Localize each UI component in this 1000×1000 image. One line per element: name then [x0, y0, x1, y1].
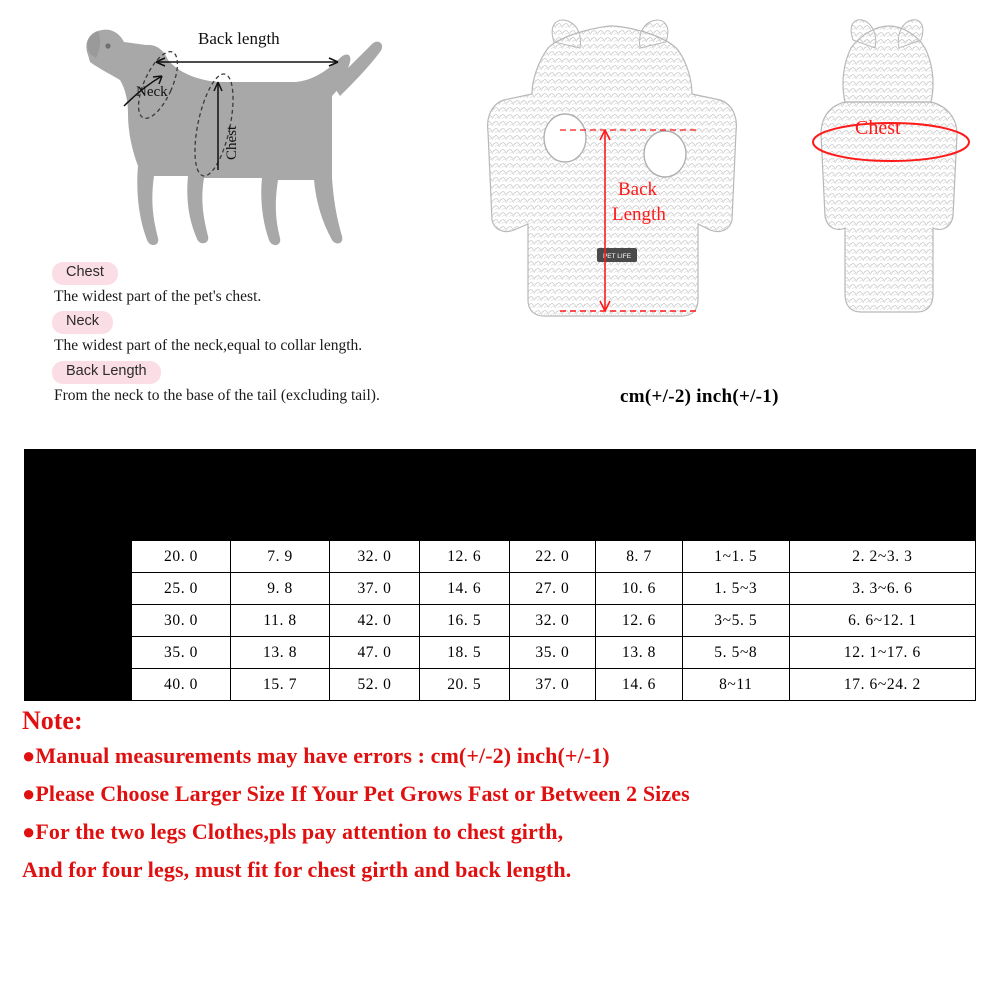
cell-l-back-cm: 35. 0 [132, 637, 231, 669]
cell-l-weight-kg: 5. 5~8 [682, 637, 789, 669]
size-chart-table-wrap [24, 449, 976, 701]
note-line-4: And for four legs, must fit for chest girth and back length. [22, 857, 572, 882]
legend-term-back-length: Back Length [52, 361, 161, 384]
cell-xs-weight-kg: 1~1. 5 [682, 541, 789, 573]
table-row [25, 605, 976, 637]
table-row [25, 669, 976, 701]
cell-xl-weight-lb: 17. 6~24. 2 [789, 669, 975, 701]
dog-silhouette-icon [28, 10, 448, 260]
legend-item-neck [52, 311, 482, 355]
cell-m-back-inch: 11. 8 [231, 605, 330, 637]
measurement-legend [52, 262, 482, 410]
table-row [25, 541, 976, 573]
notes-section [22, 706, 982, 897]
table-row [25, 573, 976, 605]
note-line-3: ●For the two legs Clothes,pls pay attention to chest girth, [22, 819, 564, 844]
header-neck-girth: Neck Girth [509, 477, 682, 511]
cell-l-neck-inch: 13. 8 [596, 637, 683, 669]
row-size-xl: XL [25, 669, 132, 701]
cell-xl-back-inch: 15. 7 [231, 669, 330, 701]
note-line-2: ●Please Choose Larger Size If Your Pet Grows Fast or Between 2 Sizes [22, 781, 690, 806]
header-back-length: Back Length [132, 477, 330, 511]
fleece-coat-side-icon [795, 10, 985, 340]
illustration-area [0, 0, 1000, 430]
back-length-label: Back length [198, 29, 280, 48]
row-size-l: L [25, 637, 132, 669]
garment-back-length-label-line2: Length [612, 204, 666, 225]
cell-xl-chest-cm: 52. 0 [330, 669, 420, 701]
cell-s-weight-kg: 1. 5~3 [682, 573, 789, 605]
cell-s-chest-inch: 14. 6 [419, 573, 509, 605]
cell-xs-chest-cm: 32. 0 [330, 541, 420, 573]
cell-xs-neck-inch: 8. 7 [596, 541, 683, 573]
cell-xl-chest-inch: 20. 5 [419, 669, 509, 701]
header-suggest-weight: Suggest Weight [682, 477, 975, 511]
note-line-1: ●Manual measurements may have errors : cm(+/-2) inch(+/-1) [22, 743, 610, 768]
cell-m-chest-inch: 16. 5 [419, 605, 509, 637]
unit-chest-cm: cm [330, 511, 420, 541]
garment-chest-label: Chest [855, 117, 901, 139]
size-chart-table [24, 449, 976, 701]
cell-xl-neck-inch: 14. 6 [596, 669, 683, 701]
notes-title: Note: [22, 706, 83, 735]
legend-item-chest [52, 262, 482, 306]
table-row [25, 637, 976, 669]
cell-l-weight-lb: 12. 1~17. 6 [789, 637, 975, 669]
legend-desc-chest: The widest part of the pet's chest. [54, 287, 262, 305]
cell-xs-back-inch: 7. 9 [231, 541, 330, 573]
garment-back-length-label-line1: Back [618, 179, 658, 200]
table-units-row [25, 511, 976, 541]
header-chest-girth: Chest Girth [330, 477, 510, 511]
legend-item-back-length [52, 361, 482, 405]
cell-s-weight-lb: 3. 3~6. 6 [789, 573, 975, 605]
cell-m-weight-kg: 3~5. 5 [682, 605, 789, 637]
legend-desc-neck: The widest part of the neck,equal to collar length. [54, 337, 363, 355]
garment-side-illustration [795, 10, 985, 340]
cell-xl-back-cm: 40. 0 [132, 669, 231, 701]
row-size-m: M [25, 605, 132, 637]
cell-m-back-cm: 30. 0 [132, 605, 231, 637]
dog-diagram [28, 10, 448, 260]
cell-s-chest-cm: 37. 0 [330, 573, 420, 605]
table-banner: Please strictly follow the size chart to select the size. Do not select directly according your pet habits [25, 450, 976, 477]
table-header-row [25, 477, 976, 511]
cell-s-back-cm: 25. 0 [132, 573, 231, 605]
unit-chest-inch: inch [419, 511, 509, 541]
cell-xs-chest-inch: 12. 6 [419, 541, 509, 573]
row-size-s: S [25, 573, 132, 605]
neck-label: Neck [136, 84, 168, 100]
cell-xs-weight-lb: 2. 2~3. 3 [789, 541, 975, 573]
cell-l-chest-cm: 47. 0 [330, 637, 420, 669]
cell-xl-neck-cm: 37. 0 [509, 669, 596, 701]
unit-back-length-cm: cm [132, 511, 231, 541]
cell-m-weight-lb: 6. 6~12. 1 [789, 605, 975, 637]
brand-tag-label: PET LIFE [602, 253, 632, 260]
cell-xl-weight-kg: 8~11 [682, 669, 789, 701]
row-size-xs: XS [25, 541, 132, 573]
unit-neck-cm: cm [509, 511, 596, 541]
fleece-coat-front-icon [452, 8, 792, 358]
tolerance-note: cm(+/-2) inch(+/-1) [620, 386, 779, 407]
legend-term-chest: Chest [52, 262, 118, 285]
unit-neck-inch: inch [596, 511, 683, 541]
unit-weight-kg: kg [682, 511, 789, 541]
table-banner-row [25, 450, 976, 477]
cell-m-neck-inch: 12. 6 [596, 605, 683, 637]
header-size: Size [25, 477, 132, 541]
unit-back-length-inch: inch [231, 511, 330, 541]
cell-l-chest-inch: 18. 5 [419, 637, 509, 669]
garment-front-illustration [452, 8, 792, 358]
unit-weight-lb: lb [789, 511, 975, 541]
cell-xs-neck-cm: 22. 0 [509, 541, 596, 573]
legend-term-neck: Neck [52, 311, 113, 334]
legend-desc-back-length: From the neck to the base of the tail (excluding tail). [54, 386, 380, 404]
cell-m-neck-cm: 32. 0 [509, 605, 596, 637]
cell-s-neck-inch: 10. 6 [596, 573, 683, 605]
cell-xs-back-cm: 20. 0 [132, 541, 231, 573]
cell-l-back-inch: 13. 8 [231, 637, 330, 669]
cell-l-neck-cm: 35. 0 [509, 637, 596, 669]
cell-m-chest-cm: 42. 0 [330, 605, 420, 637]
chest-label: Chest [224, 125, 240, 160]
cell-s-back-inch: 9. 8 [231, 573, 330, 605]
cell-s-neck-cm: 27. 0 [509, 573, 596, 605]
